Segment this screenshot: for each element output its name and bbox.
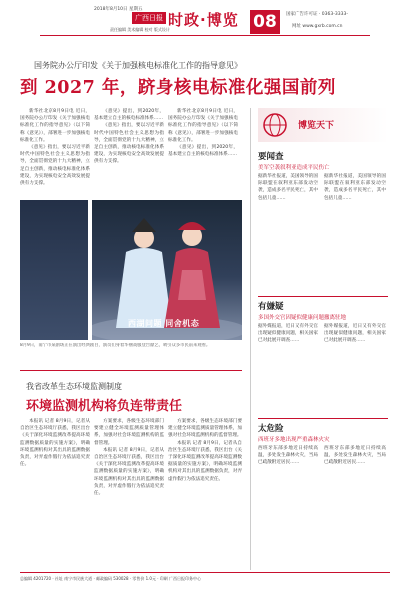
bolan-divider-1 — [258, 296, 388, 297]
bolan-item2-head: 有嫌疑 — [258, 302, 284, 312]
second-para-1c: 本报讯 记者 8月9日，记者从自治区生态环境厅获悉，我区出台《关于深化环境监测改革提高环境监测数据质量的实施方案》，明确环境监测机构对其出具的监测数据负责，对弄虚作假行为依法追究责任。 — [168, 440, 242, 482]
lead-para-2: 《意见》指出，要以习近平新时代中国特色社会主义思想为指导，全面贯彻党的十九大精神，立足自主创新，推动核电标准化体系建设，为实现核电安全高效发展提供有力支撑。 — [20, 145, 90, 187]
second-para-1: 本报讯 记者 8月9日，记者从自治区生态环境厅获悉，我区出台《关于深化环境监测改革提高环境监测数据质量的实施方案》，明确环境监测机构对其出具的监测数据负责，对弄虚作假行为依法追究责任。 — [20, 419, 90, 468]
bolan-item1-body-a: 据新华社报道，美国领导的国际联盟在叙利亚东部发动空袭，造成多名平民死亡，其中包括儿童…… — [258, 174, 318, 201]
second-kicker: 我省改革生态环境监测制度 — [26, 382, 122, 391]
bolan-item2-body-b: 据外媒报道，近日又有外交官出现疑似健康问题，相关国家已对此展开调查…… — [324, 324, 386, 344]
masthead — [40, 6, 370, 36]
bolan-item3-head: 太危险 — [258, 424, 284, 434]
masthead-date: 2018年8月10日 星期五 — [94, 7, 143, 12]
photo-stamp: 西湖问题 同舍机态 — [128, 319, 200, 328]
footer-rule — [20, 572, 390, 573]
column-divider — [250, 108, 251, 570]
bolan-item3-body-b: 西班牙东部多地近日持续高温，多处发生森林火灾，当局已疏散附近居民…… — [324, 446, 386, 466]
bolan-item2-body-a: 据外媒报道，近日又有外交官出现疑似健康问题，相关国家已对此展开调查…… — [258, 324, 318, 344]
bolan-banner — [258, 108, 388, 142]
lead-para-3b: 《意见》提出，到2020年，基本建立自主的核电标准体系…… — [168, 145, 238, 158]
opera-photo — [92, 200, 242, 340]
bolan-item2-sub: 多国外交官因疑似健康问题撤离驻地 — [258, 315, 347, 321]
website: 网址 www.gxrb.com.cn — [292, 24, 343, 29]
second-para-1b: 本报讯 记者 8月9日，记者从自治区生态环境厅获悉，我区出台《关于深化环境监测改革提高环境监测数据质量的实施方案》，明确环境监测机构对其出具的监测数据负责，对弄虚作假行为依法追究责任。 — [94, 447, 164, 497]
ad-license: 国家广告许可证 · 0363-3333- — [286, 12, 348, 17]
lead-para-1b: 新华社北京8月9日电 近日，国务院办公厅印发《关于加强核电标准化工作的指导意见》（以下简称《意见》），部署进一步加强核电标准化工作。 — [168, 109, 238, 143]
photo-caption: 8月9日，南宁市某剧场正在演出经典剧目，演员们身着华丽戏服登台献艺，吸引众多市民前来观看。 — [20, 343, 211, 348]
divider — [20, 370, 242, 371]
photo-left-panel — [20, 200, 88, 340]
bolan-item1-sub: 美军空袭叙利亚造成平民伤亡 — [258, 165, 330, 171]
second-body-col2 — [94, 418, 164, 568]
editors-line: 责任编辑 美术编辑 校对 版式设计 — [110, 27, 170, 32]
bolan-item3-body-a: 西班牙东部多地近日持续高温，多处发生森林火灾，当局已疏散附近居民…… — [258, 446, 318, 466]
lead-para-2b: 《意见》指出，要以习近平新时代中国特色社会主义思想为指导，全面贯彻党的十九大精神，立足自主创新，推动核电标准化体系建设，为实现核电安全高效发展提供有力支撑。 — [94, 123, 164, 165]
lead-kicker: 国务院办公厅印发《关于加强核电标准化工作的指导意见》 — [34, 61, 242, 70]
lead-headline: 到 2027 年，跻身核电标准化强国前列 — [20, 78, 336, 98]
bolan-divider-2 — [258, 418, 388, 419]
lead-para-1: 新华社北京8月9日电 近日，国务院办公厅印发《关于加强核电标准化工作的指导意见》（以下简称《意见》），部署进一步加强核电标准化工作。 — [20, 109, 90, 143]
second-headline: 环境监测机构将负连带责任 — [26, 399, 183, 414]
lead-body-col3 — [168, 108, 238, 198]
bolan-item1-head: 要闻查 — [258, 152, 284, 162]
page-number: 08 — [250, 10, 280, 34]
second-para-2b: 方案要求，各级生态环境部门要建立健全环境监测质量管理体系，加强对社会环境监测机构的监督管理。 — [168, 419, 242, 439]
second-body-col1 — [20, 418, 90, 568]
globe-icon — [262, 112, 288, 138]
second-para-2: 方案要求，各级生态环境部门要建立健全环境监测质量管理体系，加强对社会环境监测机构的监督管理。 — [94, 419, 164, 446]
bolan-title: 博览天下 — [298, 121, 335, 131]
lead-body-col2 — [94, 108, 164, 198]
lead-para-3: 《意见》提出，到2020年，基本建立自主的核电标准体系…… — [94, 109, 164, 122]
footer-text: 总编辑 4201720 · 社址 南宁市民族大道 · 邮政编码 530028 · 零售价 1.0元 · 印刷 广西日报印务中心 — [20, 576, 202, 581]
section-title: 时政·博览 — [168, 11, 239, 29]
bolan-item3-sub: 西班牙多地出现严重森林火灾 — [258, 437, 330, 443]
bolan-item1-body-b: 据新华社报道，美国领导的国际联盟在叙利亚东部发动空袭，造成多名平民死亡，其中包括儿童…… — [324, 174, 386, 201]
second-body-col3 — [168, 418, 242, 568]
newspaper-logo: 广西日报 — [132, 12, 166, 24]
